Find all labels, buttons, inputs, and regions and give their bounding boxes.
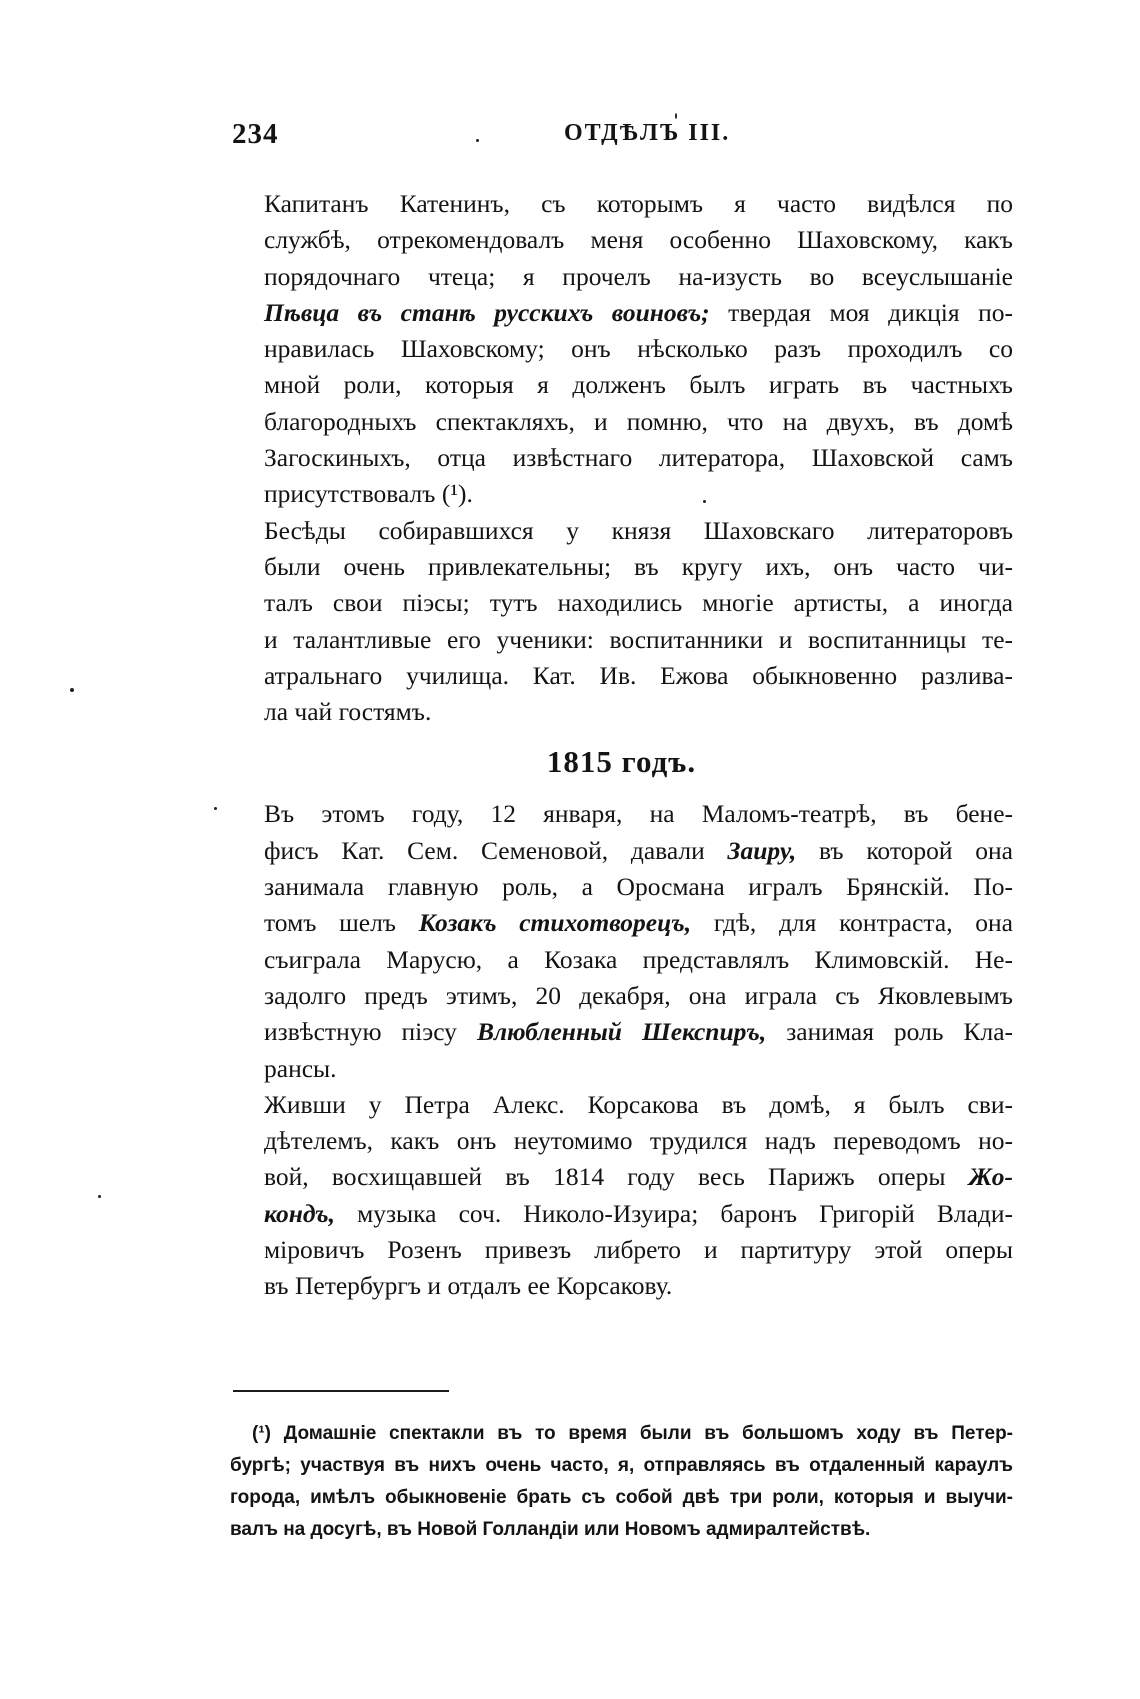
italic-title: Козакъ стихотворецъ, [418, 908, 692, 938]
scan-speck [703, 500, 706, 503]
text-line: службѣ, отрекомендовалъ меня особенно Шаховскому, какъ [264, 225, 1013, 255]
body-text [230, 186, 1013, 1305]
scan-speck [98, 1195, 101, 1198]
text-line: рансы. [264, 1053, 337, 1083]
text-line: дѣтелемъ, какъ онъ неутомимо трудился надъ переводомъ но- [264, 1126, 1013, 1156]
text-fragment: твердая моя дикція по- [709, 297, 1013, 327]
text-line: нравилась Шаховскому; онъ нѣсколько разъ проходилъ со [264, 334, 1013, 364]
text-line: и талантливые его ученики: воспитанники и воспитанницы те- [264, 624, 1013, 654]
scan-speck [675, 113, 677, 119]
text-line: Въ этомъ году, 12 января, на Маломъ-театрѣ, въ бене- [264, 799, 1013, 829]
section-heading-1815: 1815 годъ. [546, 744, 697, 780]
text-line: занимала главную роль, а Оросмана игралъ Брянскій. По- [264, 872, 1013, 902]
text-line [230, 295, 1013, 331]
footnote-line: города, имѣлъ обыкновеніе брать съ собой двѣ три роли, которыя и выучи- [230, 1487, 1013, 1508]
text-line: Бесѣды собиравшихся у князя Шаховскаго литераторовъ [264, 515, 1013, 545]
text-fragment: вой, восхищавшей въ 1814 году весь Парижъ оперы [264, 1162, 969, 1192]
text-fragment: въ которой она [796, 835, 1013, 865]
text-line: были очень привлекательны; въ кругу ихъ, онъ часто чи- [264, 551, 1013, 581]
text-line: въ Петербургъ и отдалъ ее Корсакову. [264, 1271, 673, 1301]
page-header [232, 118, 1032, 158]
paragraph-besedy [230, 513, 1013, 731]
scan-speck [476, 139, 479, 142]
italic-title: кондъ, [264, 1198, 335, 1228]
italic-title: Жо- [968, 1162, 1013, 1192]
text-fragment: извѣстную піэсу [264, 1017, 477, 1047]
text-line: Живши у Петра Алекс. Корсакова въ домѣ, я былъ сви- [264, 1089, 1013, 1119]
text-line: Капитанъ Катенинъ, съ которымъ я часто видѣлся по [264, 189, 1013, 218]
text-line: съиграла Марусю, а Козака представлялъ Климовскій. Не- [264, 944, 1013, 974]
text-line: задолго предъ этимъ, 20 декабря, она играла съ Яковлевымъ [264, 980, 1013, 1010]
italic-title: Влюбленный Шекспиръ, [476, 1017, 767, 1047]
text-fragment: гдѣ, для контраста, она [691, 908, 1013, 938]
text-line: талъ свои піэсы; тутъ находились многіе артисты, а иногда [264, 588, 1013, 618]
text-fragment: фисъ Кат. Сем. Семеновой, давали [264, 835, 728, 865]
text-line [230, 905, 1013, 941]
text-line: Загоскиныхъ, отца извѣстнаго литератора, Шаховской самъ [264, 443, 1013, 473]
text-line: атральнаго училища. Кат. Ив. Ежова обыкновенно разлива- [264, 660, 1013, 690]
text-line: присутствовалъ (¹). [264, 479, 473, 509]
footnote-line: бургѣ; участвуя въ нихъ очень часто, я, отправляясь въ отдаленный караулъ [230, 1455, 1013, 1476]
text-fragment: занимая роль Кла- [766, 1017, 1013, 1047]
paragraph-1815 [230, 796, 1013, 1086]
paragraph-katenin [230, 186, 1013, 513]
text-line: порядочнаго чтеца; я прочелъ на-изусть во всеуслышаніе [264, 261, 1013, 291]
footnote-rule [233, 1390, 449, 1392]
paragraph-korsakov [230, 1087, 1013, 1305]
running-head: ОТДѢЛЪ III. [564, 120, 731, 146]
scan-speck [70, 688, 74, 692]
text-line [230, 1159, 1013, 1195]
scan-speck [214, 807, 217, 810]
text-line [230, 833, 1013, 869]
text-fragment: томъ шелъ [264, 908, 419, 938]
text-line [230, 1196, 1013, 1232]
text-line: благородныхъ спектакляхъ, и помню, что на двухъ, въ домѣ [264, 406, 1013, 436]
text-line: мной роли, которыя я долженъ былъ играть въ частныхъ [264, 370, 1013, 400]
italic-title: Заиру, [727, 835, 797, 865]
text-fragment: музыка соч. Николо-Изуира; баронъ Григорій Влади- [334, 1198, 1013, 1228]
page-number: 234 [232, 118, 279, 150]
text-line: ла чай гостямъ. [264, 697, 432, 727]
footnote-line: валъ на досугѣ, въ Новой Голландіи или Новомъ адмиралтействѣ. [230, 1519, 871, 1540]
italic-title: Пѣвца въ станѣ русскихъ воиновъ; [264, 297, 710, 327]
text-line [230, 1014, 1013, 1050]
text-line: міровичъ Розенъ привезъ либрето и партитуру этой оперы [264, 1235, 1013, 1265]
footnote-line: (¹) Домашніе спектакли въ то время были въ большомъ ходу въ Петер- [252, 1423, 1013, 1444]
footnote [230, 1418, 1013, 1546]
